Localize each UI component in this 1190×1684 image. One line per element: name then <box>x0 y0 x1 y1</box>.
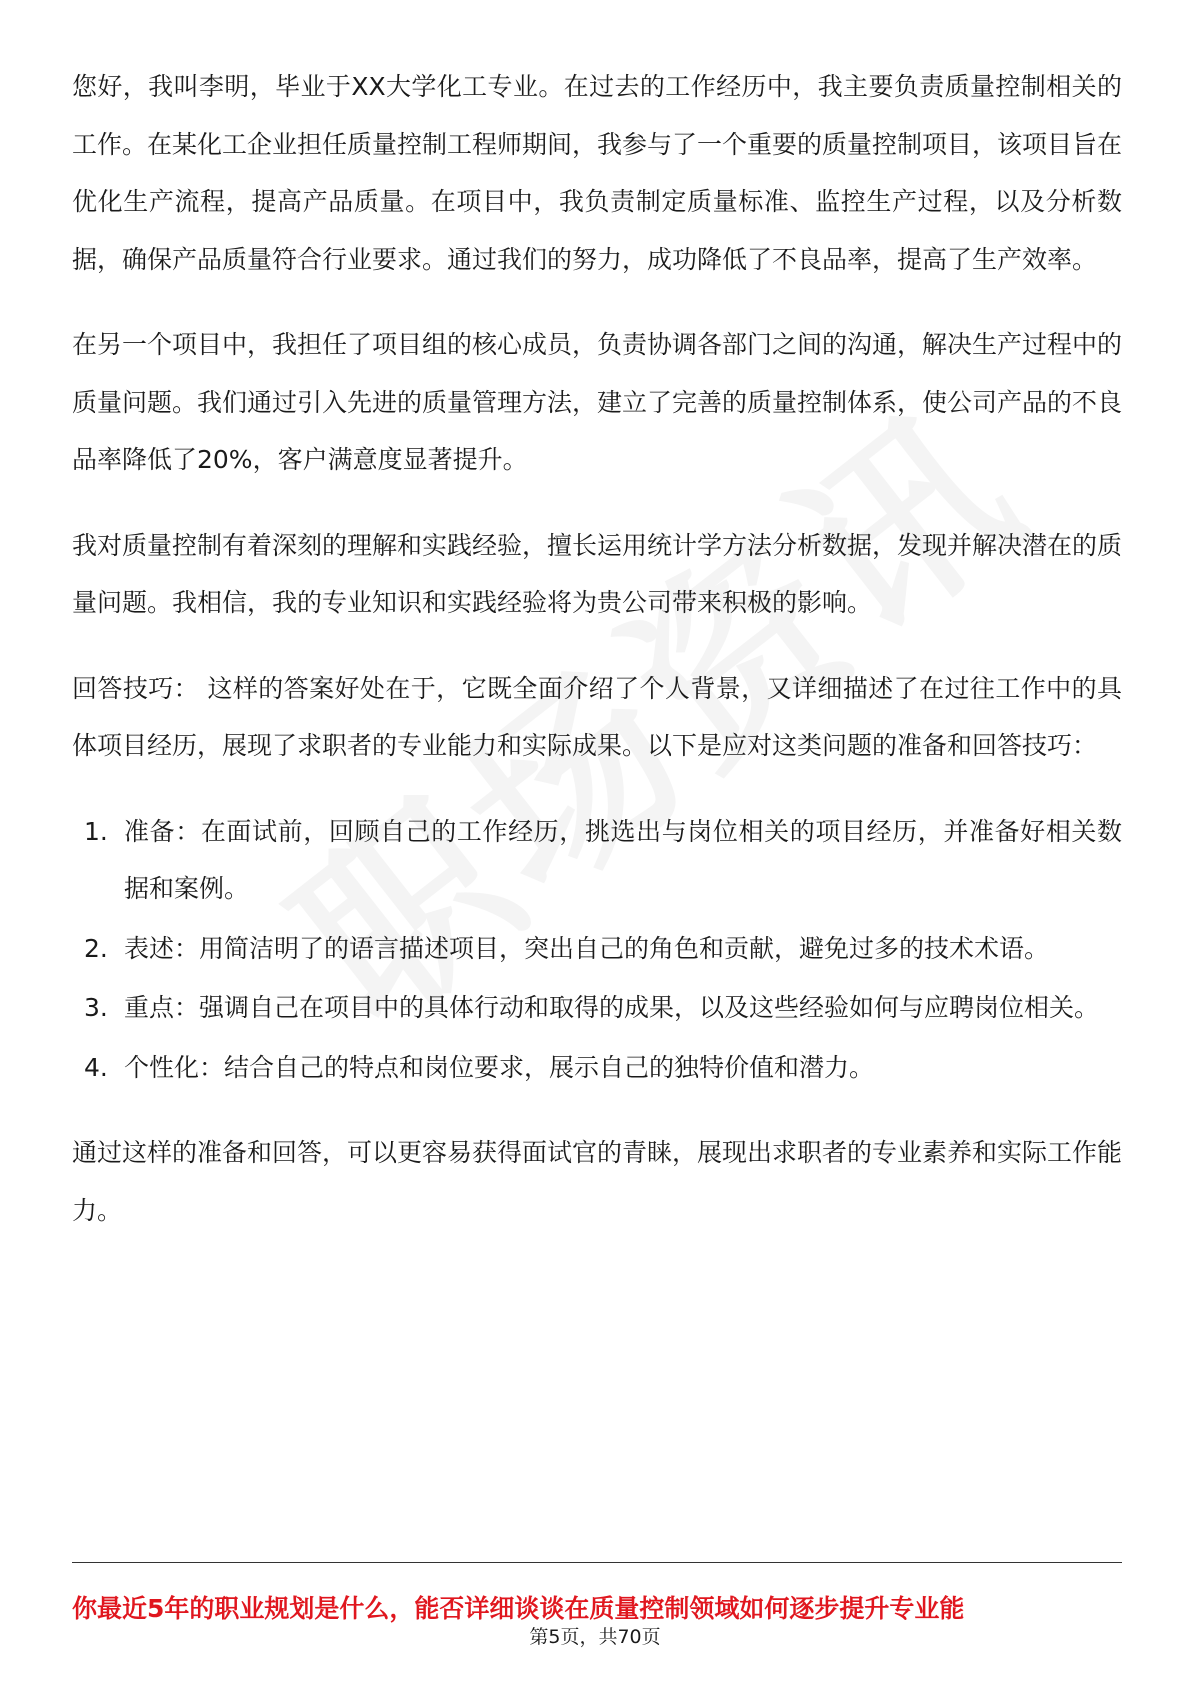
list-item-number: 2. <box>84 933 108 963</box>
section-divider <box>72 1562 1122 1563</box>
paragraph-skills: 我对质量控制有着深刻的理解和实践经验，擅长运用统计学方法分析数据，发现并解决潜在的质量问题。我相信，我的专业知识和实践经验将为贵公司带来积极的影响。 <box>72 530 1123 617</box>
paragraph-project: 在另一个项目中，我担任了项目组的核心成员，负责协调各部门之间的沟通，解决生产过程中的质量问题。我们通过引入先进的质量管理方法，建立了完善的质量控制体系，使公司产品的不良品率降低了20%，客户满意度显著提升。 <box>72 330 1123 474</box>
list-item-number: 1. <box>84 816 108 846</box>
list-item <box>72 979 1122 1037</box>
document-body <box>72 58 1122 1267</box>
list-item-number: 3. <box>84 993 108 1022</box>
list-item-text: 表述：用简洁明了的语言描述项目，突出自己的角色和贡献，避免过多的技术术语。 <box>124 933 1050 963</box>
list-item-number: 4. <box>84 1052 108 1082</box>
list-item <box>72 803 1122 918</box>
list-item-text: 准备：在面试前，回顾自己的工作经历，挑选出与岗位相关的项目经历，并准备好相关数据和案例。 <box>124 816 1122 903</box>
paragraph-answer-tips: 回答技巧： 这样的答案好处在于，它既全面介绍了个人背景，又详细描述了在过往工作中的具体项目经历，展现了求职者的专业能力和实际成果。以下是应对这类问题的准备和回答技巧： <box>72 673 1122 760</box>
tips-list <box>72 803 1122 1097</box>
list-item <box>72 1039 1122 1097</box>
paragraph-intro: 您好，我叫李明，毕业于XX大学化工专业。在过去的工作经历中，我主要负责质量控制相关的工作。在某化工企业担任质量控制工程师期间，我参与了一个重要的质量控制项目，该项目旨在优化生产流程，提高产品质量。在项目中，我负责制定质量标准、监控生产过程，以及分析数据，确保产品质量符合行业要求。通过我们的努力，成功降低了不良品率，提高了生产效率。 <box>72 72 1123 274</box>
paragraph-closing: 通过这样的准备和回答，可以更容易获得面试官的青睐，展现出求职者的专业素养和实际工作能力。 <box>72 1138 1123 1225</box>
list-item-text: 个性化：结合自己的特点和岗位要求，展示自己的独特价值和潜力。 <box>124 1052 875 1082</box>
list-item-text: 重点：强调自己在项目中的具体行动和取得的成果，以及这些经验如何与应聘岗位相关。 <box>124 993 1100 1022</box>
page-number: 第5页，共70页 <box>529 1626 661 1648</box>
next-question-heading: 你最近5年的职业规划是什么，能否详细谈谈在质量控制领域如何逐步提升专业能 <box>72 1594 965 1623</box>
list-item <box>72 920 1122 978</box>
